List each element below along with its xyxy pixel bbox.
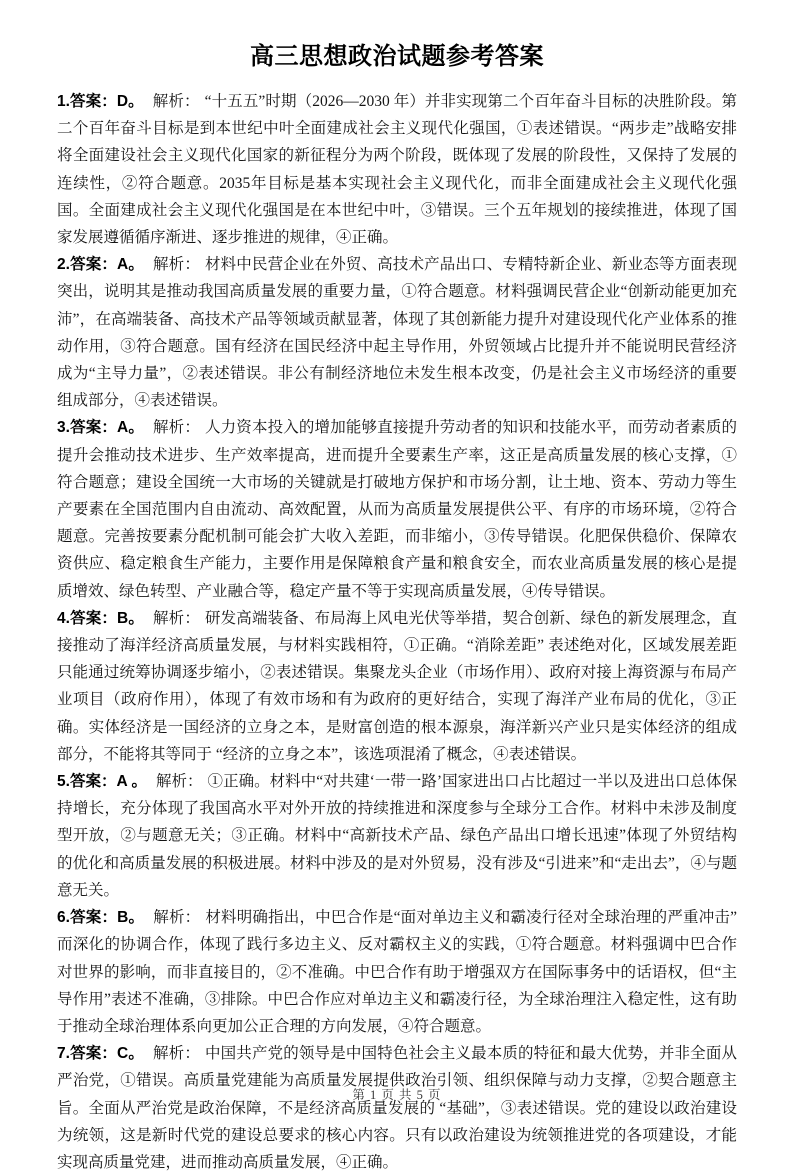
analysis-label: 解析： bbox=[153, 609, 200, 627]
answer-paragraph-4 bbox=[57, 605, 737, 768]
answer-label: 4.答案：B。 bbox=[57, 609, 145, 627]
answer-paragraph-1 bbox=[57, 88, 737, 251]
analysis-text: 研发高端装备、布局海上风电光伏等举措，契合创新、绿色的新发展理念，直接推动了海洋经济高质量发展，与材料实践相符，①正确。“消除差距” 表述绝对化，区域发展差距只能通过统筹协调逐步缩小，②表述错误。集聚龙头企业（市场作用）、政府对接上海资源与布局产业项目（政府作用），体现了有效市场和有为政府的更好结合，实现了海洋产业布局的优化，③正确。实体经济是一国经济的立身之本，是财富创造的根本源泉，海洋新兴产业只是实体经济的组成部分，不能将其等同于 “经济的立身之本”，该选项混淆了概念，④表述错误。 bbox=[57, 609, 737, 763]
analysis-label: 解析： bbox=[153, 419, 200, 437]
answer-paragraph-7 bbox=[57, 1040, 737, 1176]
analysis-text: “十五五”时期（2026—2030 年）并非实现第二个百年奋斗目标的决胜阶段。第二个百年奋斗目标是到本世纪中叶全面建成社会主义现代化强国，①表述错误。“两步走”战略安排将全面建设社会主义现代化国家的新征程分为两个阶段，既体现了发展的阶段性，又保持了发展的连续性，②符合题意。2035年目标是基本实现社会主义现代化，而非全面建成社会主义现代化强国。全面建成社会主义现代化强国是在本世纪中叶，③错误。三个五年规划的接续推进，体现了国家发展遵循循序渐进、逐步推进的规律，④正确。 bbox=[57, 93, 737, 247]
analysis-text: 材料中民营企业在外贸、高技术产品出口、专精特新企业、新业态等方面表现突出，说明其是推动我国高质量发展的重要力量，①符合题意。材料强调民营企业“创新动能更加充沛”，在高端装备、高技术产品等领域贡献显著，体现了其创新能力提升对建设现代化产业体系的推动作用，③符合题意。国有经济在国民经济中起主导作用，外贸领域占比提升并不能说明民营经济成为“主导力量”，②表述错误。非公有制经济地位未发生根本改变，仍是社会主义市场经济的重要组成部分，④表述错误。 bbox=[57, 256, 737, 410]
answer-label: 1.答案：D。 bbox=[57, 93, 144, 110]
analysis-label: 解析： bbox=[155, 773, 203, 791]
analysis-text: 材料明确指出，中巴合作是“面对单边主义和霸凌行径对全球治理的严重冲击”而深化的协调合作，体现了践行多边主义、反对霸权主义的实践，①符合题意。材料强调中巴合作对世界的影响，而非直接目的，②不准确。中巴合作有助于增强双方在国际事务中的话语权，但“主导作用”表述不准确，③排除。中巴合作应对单边主义和霸凌行径，为全球治理注入稳定性，这有助于推动全球治理体系向更加公正合理的方向发展，④符合题意。 bbox=[57, 909, 737, 1035]
answer-label: 5.答案：A 。 bbox=[57, 773, 147, 791]
page-title: 高三思想政治试题参考答案 bbox=[250, 43, 544, 70]
answer-paragraph-5 bbox=[57, 768, 737, 904]
analysis-label: 解析： bbox=[153, 909, 201, 927]
answer-label: 7.答案：C。 bbox=[57, 1045, 145, 1063]
analysis-label: 解析： bbox=[153, 1045, 200, 1063]
analysis-label: 解析： bbox=[153, 256, 200, 274]
analysis-text: ①正确。材料中“对共建‘一带一路’国家进出口占比超过一半以及进出口总体保持增长，充分体现了我国高水平对外开放的持续推进和深度参与全球分工合作。材料中未涉及制度型开放，②与题意无关；③正确。材料中“高新技术产品、绿色产品出口增长迅速”体现了外贸结构的优化和高质量发展的积极进展。材料中涉及的是对外贸易，没有涉及“引进来”和“走出去”，④与题意无关。 bbox=[57, 773, 737, 899]
answer-paragraph-6 bbox=[57, 904, 737, 1040]
page-number: 第 1 页 共 5 页 bbox=[352, 1088, 442, 1102]
answer-paragraph-3 bbox=[57, 414, 737, 604]
analysis-text: 人力资本投入的增加能够直接提升劳动者的知识和技能水平，而劳动者素质的提升会推动技术进步、生产效率提高，进而提升全要素生产率，这正是高质量发展的核心支撑，①符合题意；建设全国统一大市场的关键就是打破地方保护和市场分割，让土地、资本、劳动力等生产要素在全国范围内自由流动、高效配置，从而为高质量发展提供公平、有序的市场环境，②符合题意。完善按要素分配机制可能会扩大收入差距，而非缩小，③传导错误。化肥保供稳价、保障农资供应、稳定粮食生产能力，主要作用是保障粮食产量和粮食安全，而农业高质量发展的核心是提质增效、绿色转型、产业融合等，稳定产量不等于实现高质量发展，④传导错误。 bbox=[57, 419, 737, 600]
answer-paragraph-2 bbox=[57, 251, 737, 414]
answer-label: 6.答案：B。 bbox=[57, 909, 145, 927]
answer-label: 3.答案：A。 bbox=[57, 419, 145, 437]
analysis-text: 中国共产党的领导是中国特色社会主义最本质的特征和最大优势，并非全面从严治党，①错误。高质量党建能为高质量发展提供政治引领、组织保障与动力支撑，②契合题意主旨。全面从严治党是政治保障，不是经济高质量发展的 “基础”，③表述错误。党的建设以政治建设为统领，这是新时代党的建设总要求的核心内容。只有以政治建设为统领推进党的各项建设，才能实现高质量党建，进而推动高质量发展，④正确。 bbox=[57, 1045, 737, 1171]
answer-label: 2.答案：A。 bbox=[57, 256, 145, 274]
analysis-label: 解析： bbox=[152, 93, 200, 110]
